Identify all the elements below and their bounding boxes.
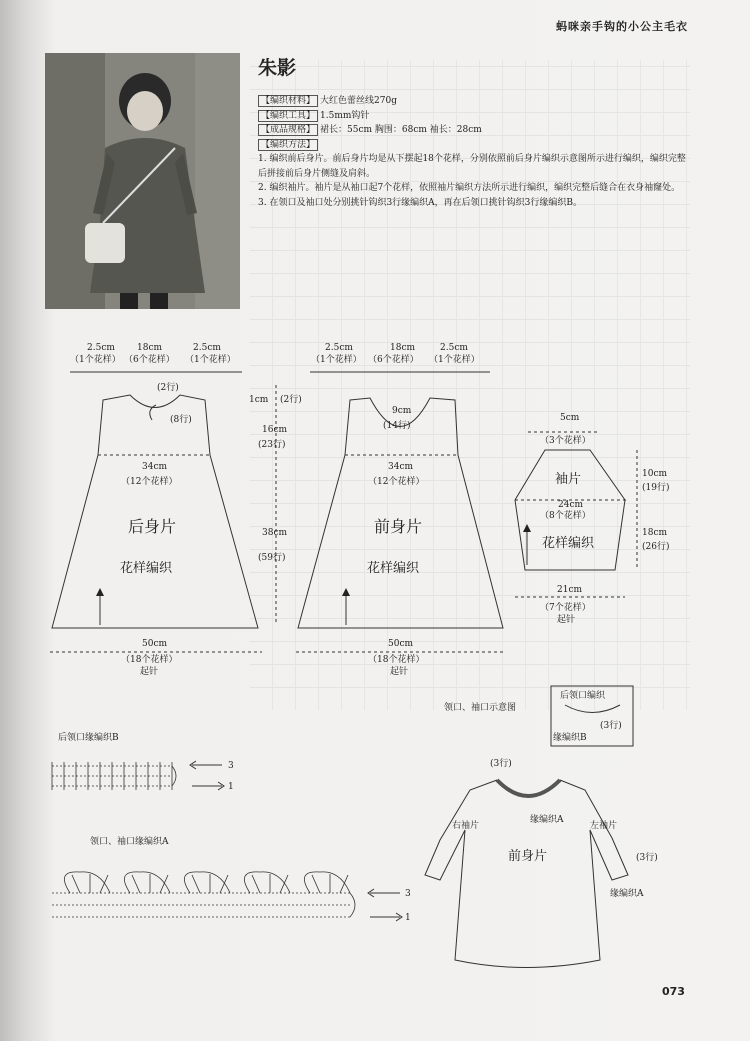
dress-cuff-rows: (3行) (636, 853, 658, 863)
sleeve-right-bot-rows: (26行) (642, 542, 670, 552)
size-label: 【成品规格】 (258, 124, 318, 136)
front-piece-name: 前身片 (374, 517, 423, 536)
edging-b-title: 后领口缘编织B (58, 733, 119, 743)
dim-b-rows: (23行) (258, 440, 286, 450)
materials-value: 大红色蕾丝线270g (320, 96, 397, 106)
dim-c-rows: (59行) (258, 553, 286, 563)
front-mid-cm: 34cm (388, 462, 414, 472)
front-top-right-pat: （1个花样） (429, 355, 480, 365)
sleeve-top-cm: 5cm (560, 413, 580, 423)
dim-b-cm: 16cm (262, 425, 288, 435)
sleeve-right-bot-cm: 18cm (642, 528, 668, 538)
edging-b-stitch-rows (52, 762, 176, 790)
tools-value: 1.5mm钩针 (320, 110, 370, 121)
project-title: 朱影 (258, 57, 297, 79)
back-outline (52, 395, 258, 628)
back-piece-diagram (50, 343, 262, 677)
back-stitch: 花样编织 (120, 561, 173, 576)
edging-a-stitch-rows (52, 872, 355, 917)
edging-a-row3: 3 (405, 889, 411, 899)
back-top-right-cm: 2.5cm (193, 343, 221, 353)
edging-a-row1: 1 (405, 913, 411, 923)
dress-cuff-label: 缘编织A (610, 889, 644, 899)
step-2: 2. 编织袖片。袖片是从袖口起7个花样，依照袖片编织方法所示进行编织，编织完整后缝合在衣身袖窿处。 (258, 183, 681, 193)
dim-a-rows: (2行) (280, 395, 302, 405)
left-sleeve-label: 左袖片 (590, 821, 618, 831)
page-number: 073 (662, 985, 685, 998)
front-piece-diagram (296, 343, 505, 677)
step-3: 3. 在领口及袖口处分别挑针钩织3行缘编织A，再在后领口挑针钩织3行缘编织B。 (258, 197, 583, 208)
sleeve-name: 袖片 (555, 472, 582, 487)
back-top-left-cm: 2.5cm (87, 343, 115, 353)
dress-neckline-edge (497, 780, 560, 796)
sleeve-bottom-cm: 21cm (557, 585, 583, 595)
sleeve-stitch: 花样编织 (542, 536, 595, 551)
edging-a-title: 领口、袖口缘编织A (90, 837, 169, 847)
back-top-mid-pat: （6个花样） (124, 355, 175, 365)
back-top-right-pat: （1个花样） (185, 355, 236, 365)
back-neck-inset-label: 缘编织B (553, 733, 587, 743)
step-1: 1. 编织前后身片。前后身片均是从下摆起18个花样，分别依照前后身片编织示意图所示进行编织，编织完整后拼接前后身片侧缝及肩斜。 (258, 154, 686, 179)
sleeve-right-top-cm: 10cm (642, 469, 668, 479)
sleeve-bottom-pat: （7个花样） (540, 603, 591, 613)
front-top-left-cm: 2.5cm (325, 343, 353, 353)
sleeve-mid-pat: （8个花样） (540, 511, 591, 521)
edging-b-chart (52, 731, 234, 792)
sleeve-top-pat: （3个花样） (540, 436, 591, 446)
book-header: 蚂咪亲手钩的小公主毛衣 (556, 20, 688, 33)
front-start: 起针 (390, 667, 409, 677)
back-bottom-pat: （18个花样） (121, 655, 178, 665)
edging-b-row3: 3 (228, 761, 234, 771)
method-label: 【编织方法】 (258, 139, 318, 151)
dress-neck-label: 缘编织A (530, 815, 564, 825)
sleeve-right-top-rows: (19行) (642, 483, 670, 493)
sleeve-mid-cm: 24cm (558, 500, 584, 510)
tools-label: 【编织工具】 (258, 110, 318, 122)
sleeve-start: 起针 (557, 615, 576, 625)
neck-diagram-title: 领口、袖口示意图 (444, 703, 517, 713)
front-top-left-pat: （1个花样） (311, 355, 362, 365)
back-neck-inset-curve (565, 705, 620, 713)
front-top-mid-pat: （6个花样） (368, 355, 419, 365)
back-neck-rows2: (8行) (170, 415, 192, 425)
front-stitch: 花样编织 (367, 561, 420, 576)
back-neck-inset-rows: (3行) (600, 721, 622, 731)
dress-body-label: 前身片 (508, 849, 548, 864)
back-top-left-pat: （1个花样） (70, 355, 121, 365)
front-mid-pat: （12个花样） (368, 477, 425, 487)
back-top-mid-cm: 18cm (137, 343, 163, 353)
front-top-mid-cm: 18cm (390, 343, 416, 353)
sleeve-diagram (515, 413, 669, 625)
dim-c-cm: 38cm (262, 528, 288, 538)
back-mid-pat: （12个花样） (121, 477, 178, 487)
right-sleeve-label: 右袖片 (452, 821, 480, 831)
dim-a-cm: 1cm (249, 395, 269, 405)
front-bottom-cm: 50cm (388, 639, 414, 649)
back-mid-cm: 34cm (142, 462, 168, 472)
back-start: 起针 (140, 667, 159, 677)
front-top-right-cm: 2.5cm (440, 343, 468, 353)
materials-label: 【编织材料】 (258, 95, 318, 107)
front-outline (298, 398, 503, 628)
front-bottom-pat: （18个花样） (368, 655, 425, 665)
sleeve-outline (515, 450, 625, 570)
neck-cuff-diagram (425, 686, 658, 968)
edging-a-chart (52, 835, 411, 923)
dress-neck-rows: (3行) (490, 759, 512, 769)
length-dimensions (249, 385, 302, 625)
front-neck-cm: 9cm (392, 406, 412, 416)
edging-b-row1: 1 (228, 782, 234, 792)
dress-outline (425, 780, 628, 968)
back-piece-name: 后身片 (128, 517, 177, 536)
back-neck-inset-title: 后领口编织 (560, 691, 606, 701)
front-neck-rows: (14行) (383, 421, 411, 431)
back-neck-rows: (2行) (157, 383, 179, 393)
size-value: 裙长：55cm 胸围：68cm 袖长：28cm (320, 125, 482, 135)
back-bottom-cm: 50cm (142, 639, 168, 649)
